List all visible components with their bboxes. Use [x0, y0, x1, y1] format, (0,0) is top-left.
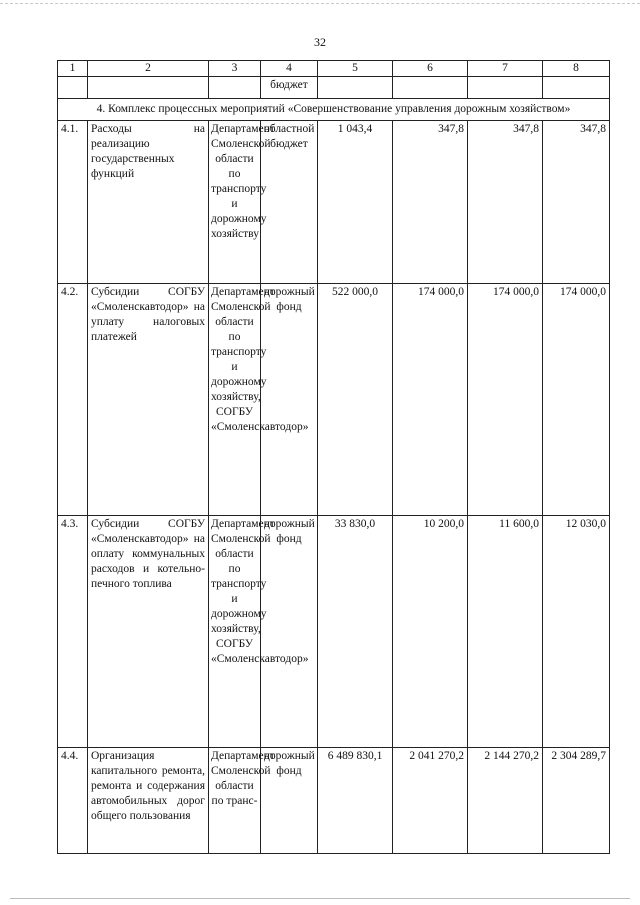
- table-row: [58, 748, 610, 854]
- row-name: Организация капитального ремонта, ремонта и содержания автомобильных дорог общего пользования: [88, 748, 209, 854]
- scan-bottom-edge: [10, 898, 630, 899]
- column-number: 8: [543, 61, 610, 77]
- row-total: 6 489 830,1: [318, 748, 393, 854]
- table-row: [58, 516, 610, 748]
- column-number: 2: [88, 61, 209, 77]
- carry-over-source: бюджет: [261, 77, 318, 99]
- carry-over-row: [58, 77, 610, 99]
- row-source: дорожный фонд: [261, 516, 318, 748]
- column-number: 1: [58, 61, 88, 77]
- row-total: 33 830,0: [318, 516, 393, 748]
- row-source: областной бюджет: [261, 121, 318, 284]
- column-number: 4: [261, 61, 318, 77]
- table-row: [58, 121, 610, 284]
- row-number: 4.1.: [58, 121, 88, 284]
- section-title: 4. Комплекс процессных мероприятий «Совершенствование управления дорожным хозяйством»: [58, 99, 610, 121]
- row-executor: Департамент Смоленской области по транс-: [209, 748, 261, 854]
- row-year-2: 11 600,0: [468, 516, 543, 748]
- row-source: дорожный фонд: [261, 284, 318, 516]
- row-year-3: 12 030,0: [543, 516, 610, 748]
- row-source: дорожный фонд: [261, 748, 318, 854]
- column-number: 3: [209, 61, 261, 77]
- budget-table: [57, 60, 610, 854]
- column-number: 5: [318, 61, 393, 77]
- scan-top-edge: [0, 3, 640, 4]
- row-year-1: 10 200,0: [393, 516, 468, 748]
- row-year-2: 174 000,0: [468, 284, 543, 516]
- section-header-row: [58, 99, 610, 121]
- row-total: 1 043,4: [318, 121, 393, 284]
- column-number-row: [58, 61, 610, 77]
- row-total: 522 000,0: [318, 284, 393, 516]
- row-year-1: 347,8: [393, 121, 468, 284]
- page-number: 32: [314, 35, 326, 49]
- row-name: Субсидии СОГБУ «Смоленскавтодор» на уплату налоговых платежей: [88, 284, 209, 516]
- row-year-3: 347,8: [543, 121, 610, 284]
- column-number: 7: [468, 61, 543, 77]
- row-executor: Департамент Смоленской области по транспорту и дорожному хозяйству, СОГБУ «Смоленскавтодор»: [209, 284, 261, 516]
- row-number: 4.3.: [58, 516, 88, 748]
- row-year-3: 174 000,0: [543, 284, 610, 516]
- row-year-1: 174 000,0: [393, 284, 468, 516]
- column-number: 6: [393, 61, 468, 77]
- row-year-2: 2 144 270,2: [468, 748, 543, 854]
- row-executor: Департамент Смоленской области по транспорту и дорожному хозяйству, СОГБУ «Смоленскавтодор»: [209, 516, 261, 748]
- row-name: Расходы на реализацию государственных функций: [88, 121, 209, 284]
- row-number: 4.4.: [58, 748, 88, 854]
- table-row: [58, 284, 610, 516]
- row-executor: Департамент Смоленской области по транспорту и дорожному хозяйству: [209, 121, 261, 284]
- row-number: 4.2.: [58, 284, 88, 516]
- row-year-2: 347,8: [468, 121, 543, 284]
- row-year-3: 2 304 289,7: [543, 748, 610, 854]
- row-year-1: 2 041 270,2: [393, 748, 468, 854]
- row-name: Субсидии СОГБУ «Смоленскавтодор» на оплату коммунальных расходов и котельно-печного топлива: [88, 516, 209, 748]
